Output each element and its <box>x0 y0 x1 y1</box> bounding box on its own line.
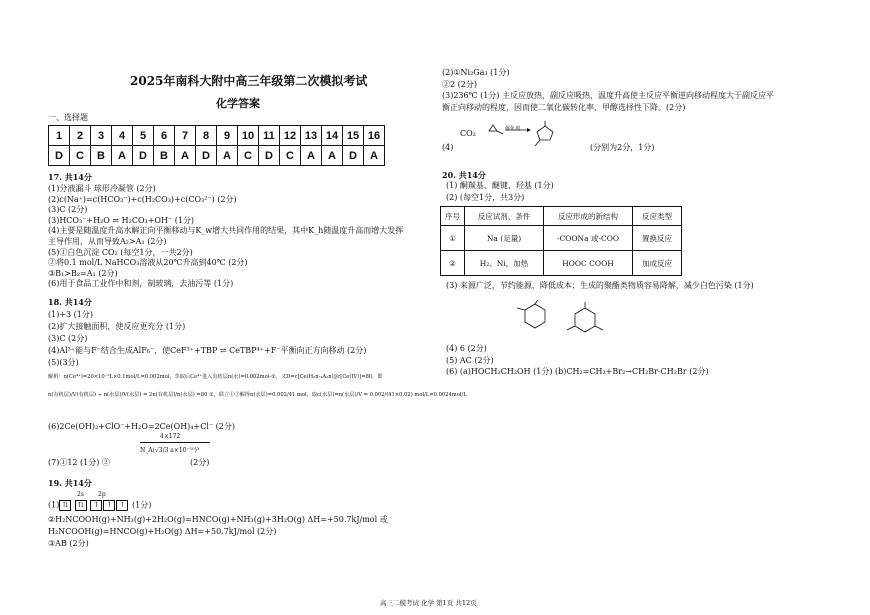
answer-line: (3)C (2分) <box>48 205 88 215</box>
question-number: 2 <box>70 126 91 146</box>
answer-letter: B <box>91 146 112 166</box>
answer-line: 衡正向移动的程度，因而使二氧化碳转化率、甲醇选择性下降。(2分) <box>442 102 686 112</box>
answer-line: (5)①白色沉淀 CO₂ (每空1分，一共2分) <box>48 247 193 257</box>
question-number: 3 <box>91 126 112 146</box>
answer-letter: C <box>238 146 259 166</box>
answer-letter: A <box>112 146 133 166</box>
answer-line: 主导作用，从而导致A₂>A₁ (2分) <box>48 237 167 246</box>
question-number: 14 <box>322 126 343 146</box>
density-formula-denominator: N_A(√3/3 a×10⁻¹⁰)³ <box>140 447 200 454</box>
answer-line: (1)分液漏斗 球形冷凝管 (2分) <box>48 184 156 193</box>
orbital-2p-label: 2p <box>98 491 106 498</box>
aromatic-structures-icon <box>505 300 625 340</box>
table-cell: Na (足量) <box>465 226 544 251</box>
answer-letter: A <box>364 146 385 166</box>
orbital-box-icon: ⇅ <box>75 500 87 511</box>
answer-line: ②H₂NCOOH(g)+NH₃(g)+2H₂O(g)=HNCO(g)+NH₃(g)+3H₂O(g) ΔH=+50.7kJ/mol 或 <box>48 515 388 524</box>
orbital-2s-label: 2s <box>77 491 84 498</box>
section-heading: 一、选择题 <box>48 113 88 122</box>
answer-letter: D <box>343 146 364 166</box>
table-cell: 置换反应 <box>633 226 682 251</box>
answer-line: (2)c(Na⁺)=c(HCO₃⁻)+c(H₂CO₃)+c(CO₃²⁻) (2分) <box>48 194 237 204</box>
question-number: 1 <box>49 126 70 146</box>
question-number: 9 <box>217 126 238 146</box>
answer-line: (4)Al³⁺能与F⁻结合生成AlF₆⁻，使CeF³⁺+TBP ⇌ CeTBP⁴⁺+F⁻平衡向正方向移动 (2分) <box>48 346 367 355</box>
q19-part4-score: (分别为2分，1分) <box>590 143 655 152</box>
answer-line: ③B₁>B₂=A₁ (2分) <box>48 268 118 278</box>
page-subtitle: 化学答案 <box>216 97 260 110</box>
table-header-cell: 反应形成的新结构 <box>544 207 633 226</box>
answer-line: 解析：n(Ce⁴⁺)=20×10⁻³L×0.1mol/L=0.002mol，萃取后Ce⁴⁺进入有机层n(水)=0.002mol-②，又D=c[Ce(H₂n-₄A₂n)]/c[Ce(IV)]=80，即 <box>48 374 383 380</box>
question-number: 13 <box>301 126 322 146</box>
question-number: 11 <box>259 126 280 146</box>
answer-letter: A <box>175 146 196 166</box>
q19-heading: 19. 共14分 <box>48 478 92 488</box>
question-number: 4 <box>112 126 133 146</box>
q19-part4-label: (4) <box>442 143 454 152</box>
table-header-cell: 序号 <box>441 207 465 226</box>
page-footer: 高三二模考试 化学 第1页 共12页 <box>380 599 477 607</box>
table-header-cell: 反应试剂、条件 <box>465 207 544 226</box>
table-header-cell: 反应类型 <box>633 207 682 226</box>
question-number: 5 <box>133 126 154 146</box>
answer-numbers-row <box>49 126 385 146</box>
q20-heading: 20. 共14分 <box>442 170 486 180</box>
answer-letter: A <box>322 146 343 166</box>
answer-letter: D <box>196 146 217 166</box>
orbital-box-icon: ↑ <box>90 500 102 511</box>
answer-line: (6)2Ce(OH)₃+ClO⁻+H₂O=2Ce(OH)₄+Cl⁻ (2分) <box>48 422 235 431</box>
density-formula-numerator: 4×172 <box>160 433 181 440</box>
reaction-table-row <box>441 226 682 251</box>
answer-letter: C <box>70 146 91 166</box>
answer-line: (5)(3分) <box>48 358 79 367</box>
question-number: 7 <box>175 126 196 146</box>
answer-line: (2)①Ni₂Ga₃ (1分) <box>442 68 510 77</box>
reaction-table <box>440 206 682 276</box>
question-number: 12 <box>280 126 301 146</box>
answer-line: (3)C (2分) <box>48 334 88 343</box>
answer-letter: C <box>280 146 301 166</box>
orbital-diagram: (1) ⇅ ⇅ ↑ ↑ ↑ (1分) <box>48 500 152 510</box>
answer-letter: A <box>217 146 238 166</box>
answer-line: (7)①12 (1分) ② <box>48 458 110 467</box>
reaction-table-row <box>441 251 682 276</box>
answer-line: (2分) <box>190 458 210 467</box>
answer-line: (4)主要是随温度升高水解正向平衡移动与K_w增大共同作用的结果，其中K_h随温度升高而增大发挥 <box>48 226 404 236</box>
q18-heading: 18. 共14分 <box>48 297 92 307</box>
question-number: 10 <box>238 126 259 146</box>
answer-line: (1) 酮羰基、醚键、羟基 (1分) <box>446 181 554 190</box>
answer-line: ②将0.1 mol/L NaHCO₃溶液从20℃升高到40℃ (2分) <box>48 258 248 268</box>
reaction-table-header <box>441 207 682 226</box>
orbital-score: (1分) <box>131 500 152 510</box>
q17-heading: 17. 共14分 <box>48 172 92 182</box>
answer-line: ②2 (2分) <box>442 79 477 89</box>
answer-line: (4) 6 (2分) <box>446 344 487 353</box>
answer-letter: D <box>259 146 280 166</box>
answer-line: (3) 来源广泛，节约能源，降低成本；生成的聚酯类物质容易降解，减少白色污染 (1分) <box>446 281 754 290</box>
page-title: 2025年南科大附中高三年级第二次模拟考试 <box>130 74 368 88</box>
answer-line: (5) AC (2分) <box>446 355 494 365</box>
question-number: 16 <box>364 126 385 146</box>
epoxide-reaction-scheme-icon <box>475 118 565 158</box>
table-cell: ② <box>441 251 465 276</box>
table-cell: H₂、Ni，加热 <box>465 251 544 276</box>
answer-line: ③AB (2分) <box>48 539 89 548</box>
orbital-box-icon: ⇅ <box>59 500 71 511</box>
answer-line: H₂NCOOH(g)=HNCO(g)+H₂O(g) ΔH=+50.7kJ/mol (2分) <box>48 527 277 536</box>
answer-line: (2)扩大接触面积，使反应更充分 (1分) <box>48 322 186 331</box>
answer-letter: B <box>154 146 175 166</box>
answer-letter: D <box>49 146 70 166</box>
table-cell: 加成反应 <box>633 251 682 276</box>
co2-label: CO₂ <box>460 129 476 138</box>
answer-line: n(有机层)/V(有机层) ÷ n(水层)/V(水层) = 2n(有机层)/n(水层) =80 ②，联立①②解得n(水层)=0.002/41 mol，取c(水层)=n(水层)/V = 0.002/(41×0.02) mol/L=0.0024mol/L <box>48 392 467 398</box>
table-cell: ① <box>441 226 465 251</box>
question-number: 15 <box>343 126 364 146</box>
orbital-box-icon: ↑ <box>116 500 128 511</box>
answer-letters-row <box>49 146 385 166</box>
table-cell: -COONa 或-COO <box>544 226 633 251</box>
answer-line: (1)+3 (1分) <box>48 310 93 319</box>
answer-letter: D <box>133 146 154 166</box>
answer-line: (6) (a)HOCH₂CH₂OH (1分) (b)CH₂=CH₂+Br₂→CH₂Br-CH₂Br (2分) <box>446 367 709 376</box>
question-number: 8 <box>196 126 217 146</box>
fraction-bar <box>140 442 210 443</box>
answer-line: (3)236℃ (1分) 主反应放热，副反应吸热，温度升高使主反应平衡逆向移动程度大于副反应平 <box>442 91 774 100</box>
question-number: 6 <box>154 126 175 146</box>
answer-line: (6)用于食品工业作中和剂，制玻璃，去油污等 (1分) <box>48 279 234 289</box>
answer-line: (2) (每空1分，共3分) <box>446 192 525 202</box>
table-cell: HOOC COOH <box>544 251 633 276</box>
answer-line: (3)HCO₃⁻+H₂O ⇌ H₂CO₃+OH⁻ (1分) <box>48 215 195 225</box>
catalyst-label: 催化剂 <box>505 126 521 132</box>
orbital-box-icon: ↑ <box>103 500 115 511</box>
answer-letter: A <box>301 146 322 166</box>
answer-table <box>48 125 385 166</box>
